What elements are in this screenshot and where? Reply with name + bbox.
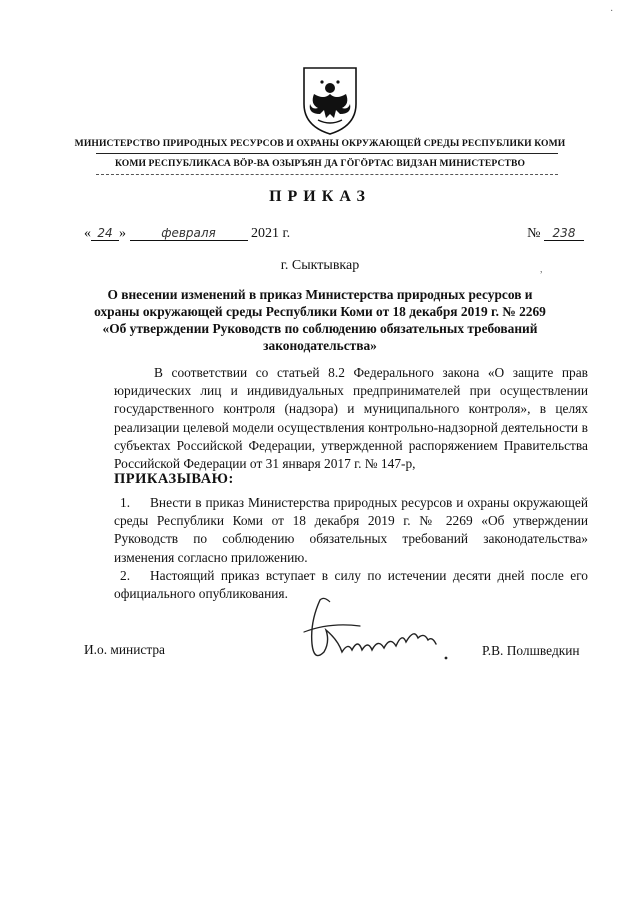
document-number [527, 226, 584, 242]
order-items [114, 494, 588, 603]
order-word: ПРИКАЗЫВАЮ: [114, 471, 234, 487]
date-quote-close: » [119, 226, 126, 241]
date-quote-open: « [84, 226, 91, 241]
order-item-number: 1. [120, 495, 131, 510]
signer-name: Р.В. Полшведкин [482, 643, 580, 658]
handwritten-signature [290, 592, 450, 672]
date-month: февраля [130, 226, 248, 241]
document-date [84, 226, 290, 242]
ministry-name-ru: МИНИСТЕРСТВО ПРИРОДНЫХ РЕСУРСОВ И ОХРАНЫ ОКРУЖАЮЩЕЙ СРЕДЫ РЕСПУБЛИКИ КОМИ [74, 138, 566, 149]
order-item-number: 2. [120, 567, 131, 583]
document-heading: О внесении изменений в приказ Министерства природных ресурсов и охраны окружающей среды Республики Коми от 18 декабря 2019 г. № 2269 «Об утверждении Руководств по соблюдению обязательных требований законодательства» [94, 287, 546, 353]
preamble-text: В соответствии со статьей 8.2 Федерального закона «О защите прав юридических лиц и индивидуальных предпринимателей при осуществлении государственного контроля (надзора) и муниципального контроля», в целях реализации целевой модели осуществления контрольно-надзорной деятельности в субъектах Российской Федерации, утвержденной распоряжением Правительства Российской Федерации от 31 января 2017 г. № 147-р, [114, 365, 588, 472]
document-city: г. Сыктывкар [280, 258, 360, 273]
number-label: № [527, 226, 541, 241]
signer-position: И.о. министра [84, 642, 165, 657]
date-day: 24 [91, 226, 119, 241]
scan-mark: · [610, 6, 614, 17]
order-item [114, 494, 588, 567]
document-title: ПРИКАЗ [269, 188, 371, 205]
number-value: 238 [544, 226, 584, 241]
scan-mark: , [540, 264, 543, 275]
preamble [114, 364, 588, 473]
coat-of-arms-icon [300, 64, 360, 136]
date-year: 2021 г. [251, 226, 291, 241]
ministry-name-komi: КОМИ РЕСПУБЛИКАСА ВӦР-ВА ОЗЫРЪЯН ДА ГӦГӦРТАС ВИДЗАН МИНИСТЕРСТВО [114, 158, 526, 169]
order-item-text: Внести в приказ Министерства природных ресурсов и охраны окружающей среды Республики Коми от 18 декабря 2019 г. № 2269 «Об утверждении Руководств по соблюдению обязательных требований законодательства» изменения согласно приложению. [114, 495, 588, 565]
header-rule [96, 153, 558, 154]
order-item-text: Настоящий приказ вступает в силу по истечении десяти дней после его официального опубликования. [114, 567, 588, 602]
header-rule-dashed [96, 174, 558, 175]
